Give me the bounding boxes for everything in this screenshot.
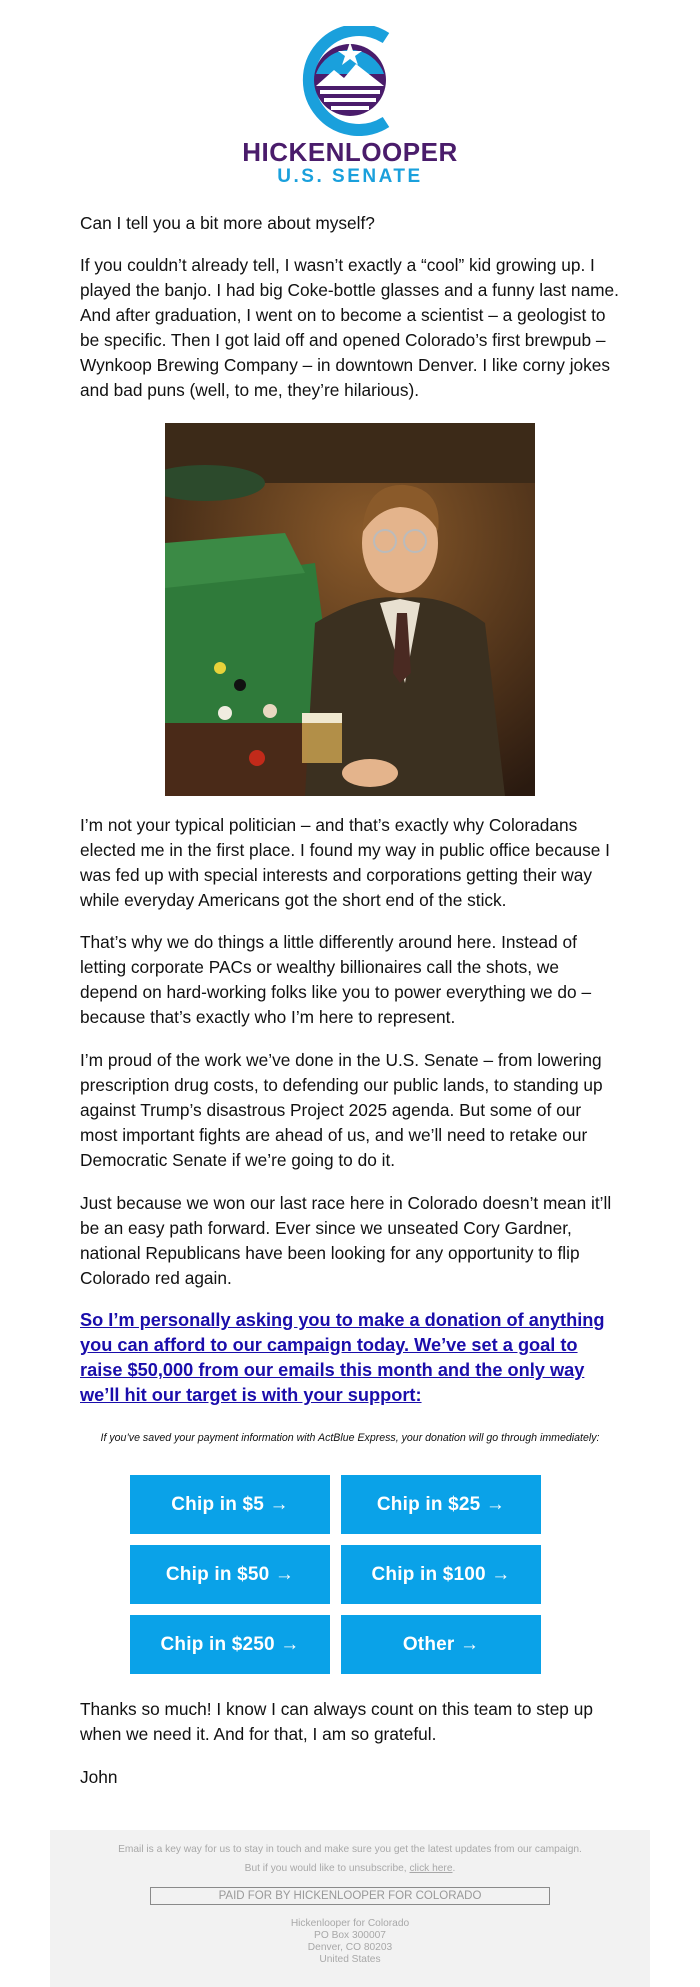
logo-title: HICKENLOOPER xyxy=(242,137,458,167)
thanks-paragraph: Thanks so much! I know I can always count on this team to step up when we need it. And for that, I am so grateful. xyxy=(80,1699,593,1744)
chip-in-250-button[interactable]: Chip in $250 → xyxy=(130,1615,330,1674)
chip-in-5-button[interactable]: Chip in $5 → xyxy=(130,1475,330,1534)
chip-in-25-button[interactable]: Chip in $25 → xyxy=(341,1475,541,1534)
candidate-photo xyxy=(165,423,535,796)
address-line-3: Denver, CO 80203 xyxy=(307,1942,393,1953)
campaign-logo[interactable] xyxy=(236,26,464,186)
other-amount-button[interactable]: Other → xyxy=(341,1615,541,1674)
unsubscribe-link[interactable]: click here xyxy=(409,1863,453,1874)
paid-for-disclaimer: PAID FOR BY HICKENLOOPER FOR COLORADO xyxy=(150,1887,550,1905)
donation-ask-link[interactable]: So I’m personally asking you to make a donation of anything you can afford to our campaign today. We’ve set a goal to raise $50,000 from our emails this month and the only way we’ll hit our target is with your support: xyxy=(80,1310,605,1405)
footer-line-2-suffix: . xyxy=(452,1863,456,1874)
greeting: Can I tell you a bit more about myself? xyxy=(80,213,375,233)
logo-mark-icon xyxy=(236,26,464,136)
logo-subtitle: U.S. SENATE xyxy=(277,166,423,187)
footer-line-2 xyxy=(50,1863,650,1874)
paragraph-5: Just because we won our last race here in Colorado doesn’t mean it’ll be an easy path forward. Ever since we unseated Cory Gardner, national Republicans have been looking for any opportunity to flip Colorado red again. xyxy=(80,1193,612,1288)
address-line-1: Hickenlooper for Colorado xyxy=(290,1918,410,1929)
paragraph-1: If you couldn’t already tell, I wasn’t exactly a “cool” kid growing up. I played the banjo. I had big Coke-bottle glasses and a funny last name. And after graduation, I went on to become a scientist – a geologist to be specific. Then I got laid off and opened Colorado’s first brewpub – Wynkoop Brewing Company – in downtown Denver. I like corny jokes and bad puns (well, to me, they’re hilarious). xyxy=(80,255,619,400)
mailing-address xyxy=(50,1918,650,1966)
chip-in-100-button[interactable]: Chip in $100 → xyxy=(341,1545,541,1604)
paragraph-4: I’m proud of the work we’ve done in the U.S. Senate – from lowering prescription drug costs, to defending our public lands, to standing up against Trump’s disastrous Project 2025 agenda. But some of our most important fights are ahead of us, and we’ll need to retake our Democratic Senate if we’re going to do it. xyxy=(80,1050,603,1170)
paragraph-2: I’m not your typical politician – and that’s exactly why Coloradans elected me in the first place. I found my way in public office because I was fed up with special interests and corporations getting their way while everyday Americans got the short end of the stick. xyxy=(80,815,610,910)
footer-line-1: Email is a key way for us to stay in touch and make sure you get the latest updates from our campaign. xyxy=(118,1844,582,1855)
chip-in-50-button[interactable]: Chip in $50 → xyxy=(130,1545,330,1604)
address-line-4: United States xyxy=(319,1954,381,1965)
address-line-2: PO Box 300007 xyxy=(314,1930,386,1941)
paragraph-3: That’s why we do things a little differently around here. Instead of letting corporate PACs or wealthy billionaires call the shots, we depend on hard-working folks like you to power everything we do – because that’s exactly who I’m here to represent. xyxy=(80,932,592,1027)
actblue-express-note: If you’ve saved your payment information with ActBlue Express, your donation will go through immediately: xyxy=(100,1432,600,1444)
footer-line-2-prefix: But if you would like to unsubscribe, xyxy=(244,1863,410,1874)
email-footer xyxy=(50,1830,650,1987)
signoff: John xyxy=(80,1767,118,1787)
